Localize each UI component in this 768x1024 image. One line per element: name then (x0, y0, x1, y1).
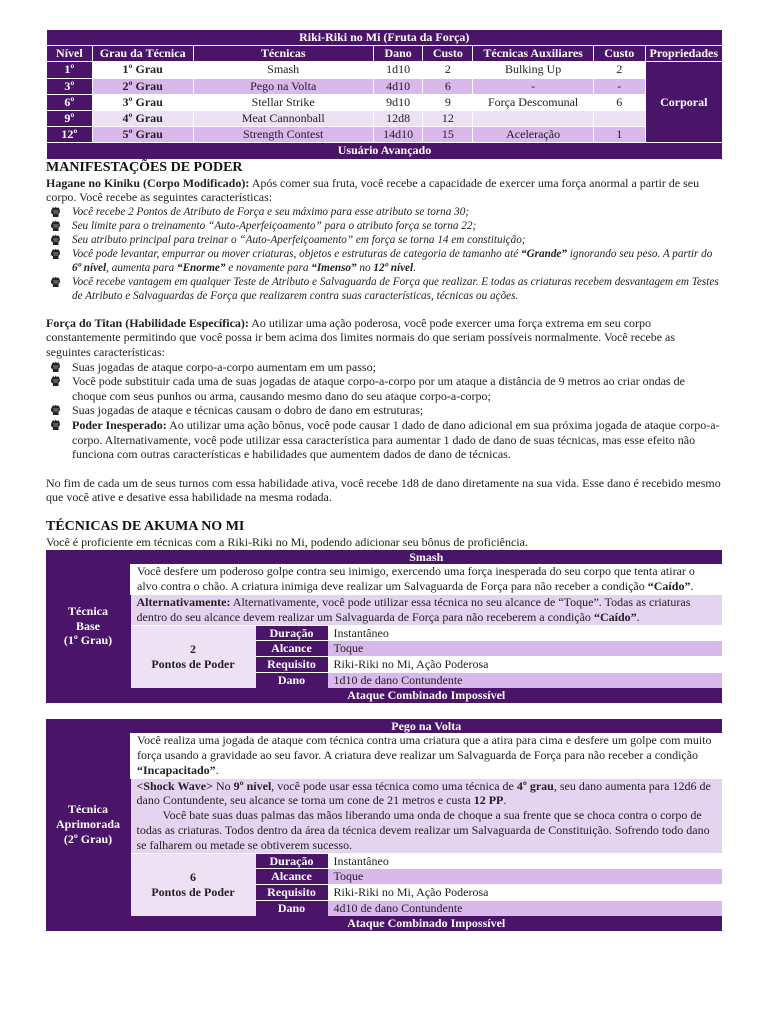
fist-icon (50, 404, 61, 416)
titan-text: Ao utilizar uma ação poderosa, você pode exercer uma força extrema em seu corpo constantemente permitindo que você possa ir bem acima dos limites normais do que seriam possíveis normalmente. Você recebe as seguintes características: (46, 315, 676, 359)
fist-icon (50, 419, 61, 431)
col-propriedades: Propriedades (645, 46, 722, 62)
row-tecnica: Stellar Strike (193, 94, 373, 110)
stat-label: Requisito (256, 885, 328, 901)
row-grau: 3º Grau (92, 94, 193, 110)
row-grau: 5º Grau (92, 127, 193, 143)
list-item-text: , aumenta para (106, 261, 177, 274)
row-grau: 2º Grau (92, 78, 193, 94)
list-item-text: e novamente para (225, 261, 312, 274)
stat-value: 1d10 de dano Contundente (328, 672, 723, 687)
list-item (46, 360, 722, 375)
poder-inesperado-title: Poder Inesperado: (72, 417, 167, 432)
size-grande: “Grande” (521, 247, 567, 260)
stat-label: Duração (256, 625, 328, 641)
row-custo: 12 (423, 111, 473, 127)
row-tecnica: Pego na Volta (193, 78, 373, 94)
fruit-table-footer: Usuário Avançado (47, 143, 723, 159)
stat-value: Instantâneo (328, 625, 723, 641)
list-item-text: Você recebe 2 Pontos de Atributo de Força e seu máximo para esse atributo se torna 30; (72, 205, 470, 218)
page (46, 30, 722, 931)
list-item-text: Ao utilizar uma ação bônus, você pode causar 1 dado de dano adicional em sua próxima jogada de ataque corpo-a-corpo. Alternativamente, você pode utilizar essa característica para aumentar 1 dado de dano de suas técnicas, mas esse efeito não funciona com outras características e habilidades que aumentem dados de dano de técnicas. (72, 417, 720, 462)
col-dano: Dano (373, 46, 423, 62)
fist-icon (50, 220, 61, 232)
row-nivel: 12º (47, 127, 93, 143)
list-item-text: no (356, 261, 374, 274)
technique-name: Smash (131, 550, 723, 565)
titan-title: Força do Titan (Habilidade Específica): (46, 315, 249, 330)
fruit-table-title: Riki-Riki no Mi (Fruta da Força) (47, 30, 723, 46)
size-enorme: “Enorme” (176, 261, 226, 274)
table-row (47, 127, 723, 143)
row-dano: 1d10 (373, 62, 423, 78)
row-aux-custo (594, 111, 646, 127)
row-aux: Força Descomunal (473, 94, 594, 110)
row-custo: 6 (423, 78, 473, 94)
hagane-paragraph (46, 176, 722, 205)
end-turn-paragraph: No fim de cada um de seus turnos com essa habilidade ativa, você recebe 1d8 de dano diretamente na sua vida. Esse dano é recebido mesmo que você ative e desative essa habilidade na mesma rodada. (46, 475, 721, 505)
row-aux-custo: 2 (594, 62, 646, 78)
row-nivel: 3º (47, 78, 93, 94)
level-12: 12º nível (373, 261, 414, 274)
fruit-table (46, 30, 722, 159)
list-item-text: . (413, 261, 416, 274)
stat-value: Riki-Riki no Mi, Ação Poderosa (328, 657, 723, 673)
row-aux: - (473, 78, 594, 94)
technique-name: Pego na Volta (131, 719, 723, 734)
row-aux (473, 111, 594, 127)
table-row (47, 94, 723, 110)
list-item (46, 233, 722, 247)
power-points: 2 Pontos de Poder (131, 625, 256, 688)
list-item (46, 374, 722, 403)
hagane-title: Hagane no Kiniku (Corpo Modificado): (46, 175, 250, 190)
technique-description: Você desfere um poderoso golpe contra seu inimigo, exercendo uma força inesperada do seu corpo que tenta atirar o alvo contra o chão. A criatura inimiga deve realizar um Salvaguarda de Força para não receber a condição “Caído”. (131, 564, 723, 594)
table-row (47, 78, 723, 94)
list-item-text: Você recebe vantagem em qualquer Teste de Atributo e Salvaguarda de Força que realizar. E todas as criaturas recebem desvantagem em Testes de Atributo e Salvaguardas de Força que realizarem contra suas características, técnicas ou ações. (72, 275, 719, 302)
fist-icon (50, 206, 61, 218)
section-heading-tecnicas: TÉCNICAS DE AKUMA NO MI (46, 518, 245, 534)
row-tecnica: Strength Contest (193, 127, 373, 143)
stat-label: Dano (256, 901, 328, 916)
row-grau: 4º Grau (92, 111, 193, 127)
technique-description: Você realiza uma jogada de ataque com técnica contra uma criatura que a atira para cima e desfere um golpe com muito força usando a gravidade ao seu favor. A criatura deve realizar um Salvaguarda de Força para não receber a condição “Incapacitado”. (131, 733, 723, 778)
titan-paragraph (46, 316, 722, 360)
table-row (47, 62, 723, 78)
table-row (47, 111, 723, 127)
list-item (46, 418, 722, 462)
list-item (46, 403, 722, 418)
row-aux: Bulking Up (473, 62, 594, 78)
technique-footer: Ataque Combinado Impossível (131, 916, 723, 931)
row-dano: 12d8 (373, 111, 423, 127)
stat-label: Duração (256, 853, 328, 869)
list-item-text: Você pode substituir cada uma de suas jogadas de ataque corpo-a-corpo por um ataque a distância de 9 metros ao criar ondas de choque com seus punhos ou arma, causando mesmo dano do seu ataque corpo-a-corpo; (72, 374, 685, 403)
technique-footer: Ataque Combinado Impossível (131, 688, 723, 703)
level-6: 6º nível (72, 261, 107, 274)
size-imenso: “Imenso” (311, 261, 357, 274)
row-custo: 15 (423, 127, 473, 143)
list-item (46, 219, 722, 233)
list-item-text: ignorando seu peso. A partir do (567, 247, 713, 260)
row-aux-custo: 1 (594, 127, 646, 143)
row-aux-custo: 6 (594, 94, 646, 110)
fist-icon (50, 375, 61, 387)
col-grau: Grau da Técnica (92, 46, 193, 62)
technique-shock-wave: <Shock Wave> No 9º nível, você pode usar essa técnica como uma técnica de 4º grau, seu dano aumenta para 12d6 de dano Contundente, seu alcance se torna um cone de 21 metros e custa 12 PP. Você bate suas duas palmas das mãos liberando uma onda de choque a sua frente que se choca contra o corpo de todas as criaturas. Todos dentro da área da técnica devem realizar um Salvaguarda de Constituição. Sofrendo todo dano se falharem ou metade se obtiverem sucesso. (131, 778, 723, 853)
stat-value: Riki-Riki no Mi, Ação Poderosa (328, 885, 723, 901)
stat-value: Toque (328, 869, 723, 885)
fist-icon (50, 276, 61, 288)
fist-icon (50, 361, 61, 373)
row-grau: 1º Grau (92, 62, 193, 78)
row-custo: 2 (423, 62, 473, 78)
row-nivel: 6º (47, 94, 93, 110)
technique-smash (46, 550, 722, 703)
list-item-text: Suas jogadas de ataque e técnicas causam o dobro de dano em estruturas; (72, 403, 424, 418)
power-points: 6 Pontos de Poder (131, 853, 256, 916)
stat-label: Alcance (256, 641, 328, 657)
technique-grade-label: Técnica Base (1º Grau) (46, 550, 131, 703)
row-aux-custo: - (594, 78, 646, 94)
stat-label: Alcance (256, 869, 328, 885)
row-tecnica: Smash (193, 62, 373, 78)
row-dano: 9d10 (373, 94, 423, 110)
titan-list (46, 360, 722, 462)
hagane-text: Após comer sua fruta, você recebe a capacidade de exercer uma força anormal a partir de seu corpo. Você recebe as seguintes características: (46, 175, 700, 205)
section-heading-manifestacoes: MANIFESTAÇÕES DE PODER (46, 159, 243, 175)
property-cell: Corporal (645, 62, 722, 143)
col-tecnicas: Técnicas (193, 46, 373, 62)
row-dano: 14d10 (373, 127, 423, 143)
technique-alternative: Alternativamente: Alternativamente, você pode utilizar essa técnica no seu alcance de “Toque”. Todas as criaturas dentro do seu alcance devem realizar um Salvaguarda de Força para não receberem a condição “Caído”. (131, 594, 723, 625)
row-dano: 4d10 (373, 78, 423, 94)
tecnicas-intro: Você é proficiente em técnicas com a Riki-Riki no Mi, podendo adicionar seu bônus de proficiência. (46, 534, 528, 549)
technique-grade-label: Técnica Aprimorada (2º Grau) (46, 719, 131, 931)
stat-label: Requisito (256, 657, 328, 673)
list-item-text: Seu limite para o treinamento “Auto-Aperfeiçoamento” para o atributo força se torna 22; (72, 219, 477, 232)
row-nivel: 1º (47, 62, 93, 78)
hagane-list (46, 205, 722, 303)
list-item-text: Você pode levantar, empurrar ou mover criaturas, objetos e estruturas de categoria de tamanho até (72, 247, 521, 260)
technique-pego-na-volta (46, 719, 722, 931)
stat-value: 4d10 de dano Contundente (328, 901, 723, 916)
fist-icon (50, 234, 61, 246)
col-nivel: Nível (47, 46, 93, 62)
row-aux: Aceleração (473, 127, 594, 143)
col-custo-aux: Custo (594, 46, 646, 62)
stat-label: Dano (256, 672, 328, 687)
row-nivel: 9º (47, 111, 93, 127)
row-custo: 9 (423, 94, 473, 110)
row-tecnica: Meat Cannonball (193, 111, 373, 127)
list-item (46, 205, 722, 219)
list-item-text: Seu atributo principal para treinar o “Auto-Aperfeiçoamento” em força se torna 14 em constituição; (72, 233, 526, 246)
fist-icon (50, 248, 61, 260)
stat-value: Instantâneo (328, 853, 723, 869)
col-custo: Custo (423, 46, 473, 62)
list-item-text: Suas jogadas de ataque corpo-a-corpo aumentam em um passo; (72, 359, 376, 374)
col-tecnicas-auxiliares: Técnicas Auxiliares (473, 46, 594, 62)
stat-value: Toque (328, 641, 723, 657)
list-item (46, 275, 722, 303)
list-item (46, 247, 722, 275)
